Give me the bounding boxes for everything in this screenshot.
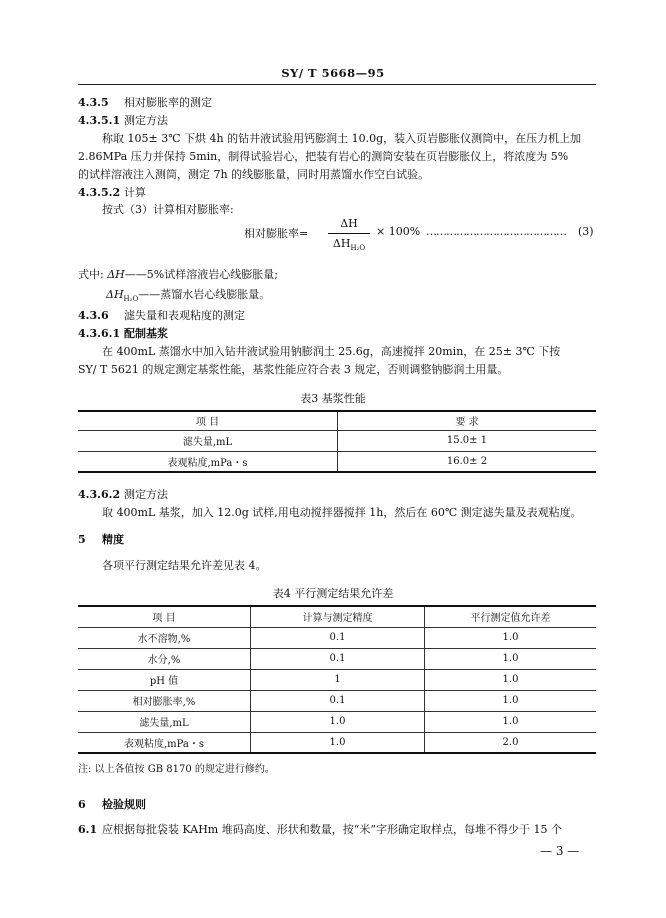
formula-numerator: ΔH [340,217,358,230]
paragraph-line: SY/ T 5621 的规定测定基浆性能，基浆性能应符合表 3 规定，否则调整钠膨润土用量。 [78,363,509,376]
section-title: 配制基浆 [124,327,168,340]
paragraph-line: 称取 105± 3℃ 下烘 4h 的钻井液试验用钙膨润土 10.0g，装入页岩膨胀仪测筒中，在压力机上加 [102,132,582,145]
page-number: — 3 — [540,844,580,858]
section-number: 4.3.6 [78,309,109,322]
table-3-caption: 表3 基浆性能 [300,392,366,405]
table-cell: 1 [251,669,425,690]
section-number: 4.3.5.2 [78,186,121,199]
paragraph-line: 2.86MPa 压力并保持 5min，制得试验岩心，把装有岩心的测筒安装在页岩膨胀仪上，将浓度为 5% [78,150,569,163]
section-number: 4.3.6.1 [78,327,121,340]
table-header-row [78,411,596,430]
table-cell: pH 值 [78,669,251,690]
paragraph-line: 在 400mL 蒸馏水中加入钻井液试验用钠膨润土 25.6g，高速搅拌 20min，在 25± 3℃ 下按 [102,345,561,358]
table-cell: 水不溶物,% [78,627,251,648]
table-header-cell: 平行测定值允许差 [425,606,597,627]
table-row [78,690,596,711]
section-title: 测定方法 [124,488,168,501]
table-row [78,430,596,451]
section-4-3-5-2-heading [78,184,146,200]
section-4-3-6-1-heading [78,325,168,341]
table-row [78,627,596,648]
section-number: 4.3.5 [78,96,109,109]
section-4-3-5-1-heading [78,112,168,128]
table-cell: 滤失量,mL [78,430,338,451]
formula-number: (3) [578,225,594,238]
table-header-cell: 要 求 [338,411,597,430]
table-header-cell: 计算与测定精度 [251,606,425,627]
table-cell: 1.0 [425,627,597,648]
section-number: 4.3.6.2 [78,488,121,501]
section-4-3-5-heading [78,94,212,110]
section-title: 测定方法 [124,114,168,127]
table-row [78,648,596,669]
table-4-caption: 表4 平行测定结果允许差 [272,587,394,600]
section-number: 6.1 [78,823,98,836]
table-cell: 0.1 [251,690,425,711]
table-cell: 1.0 [425,648,597,669]
table-header-cell: 项 目 [78,606,251,627]
table-4 [78,605,596,754]
table-cell: 1.0 [251,732,425,753]
section-6-1 [78,821,562,837]
document-header: SY/ T 5668—95 [281,66,385,80]
section-4-3-6-heading [78,307,245,323]
where-line-2: $\Delta H_{H_2O}——$蒸馏水岩心线膨胀量。 [106,288,271,304]
formula-lhs: 相对膨胀率= [244,227,309,240]
table-cell: 1.0 [425,711,597,732]
paragraph-line: 按式（3）计算相对膨胀率: [102,203,234,216]
fraction-bar [328,233,370,234]
table-cell: 2.0 [425,732,597,753]
table-cell: 相对膨胀率,% [78,690,251,711]
table-cell: 表观粘度,mPa・s [78,451,338,472]
section-title: 计算 [124,186,146,199]
section-number: 6 [78,798,86,811]
section-text: 应根据每批袋装 KAHm 堆码高度、形状和数量，按“米”字形确定取样点，每堆不得少于 15 个 [102,823,562,836]
paragraph-line: 取 400mL 基浆，加入 12.0g 试样,用电动搅拌器搅拌 1h，然后在 60℃ 测定滤失量及表观粘度。 [102,506,582,519]
formula-fraction [328,216,370,251]
table-cell: 1.0 [425,690,597,711]
table-row [78,451,596,472]
table-cell: 1.0 [251,711,425,732]
section-number: 5 [78,533,86,546]
section-title: 检验规则 [102,798,146,811]
paragraph-line: 各项平行测定结果允许差见表 4。 [102,559,267,572]
section-5-heading [78,531,124,547]
table-row [78,711,596,732]
table-cell: 0.1 [251,627,425,648]
formula-times: × 100% [376,225,421,238]
table-3 [78,410,596,473]
table-header-cell: 项 目 [78,411,338,430]
section-4-3-6-2-heading [78,486,168,502]
formula-denominator: $\Delta H_{H_2O}$ [332,237,366,253]
header-rule [78,84,596,85]
section-title: 相对膨胀率的测定 [124,96,212,109]
table-cell: 1.0 [425,669,597,690]
section-title: 精度 [102,533,124,546]
table-row [78,669,596,690]
table-cell: 15.0± 1 [338,430,597,451]
section-6-heading [78,796,146,812]
table-cell: 表观粘度,mPa・s [78,732,251,753]
table-cell: 滤失量,mL [78,711,251,732]
table-cell: 16.0± 2 [338,451,597,472]
formula-leader-dots: …………………………………… [426,225,566,238]
table-note: 注: 以上各值按 GB 8170 的规定进行修约。 [78,764,275,775]
section-number: 4.3.5.1 [78,114,121,127]
paragraph-line: 的试样溶液注入测筒，测定 7h 的线膨胀量，同时用蒸馏水作空白试验。 [78,168,430,181]
where-line-1: 式中: ΔH——5%试样溶液岩心线膨胀量; [78,268,278,281]
table-cell: 水分,% [78,648,251,669]
table-row [78,732,596,753]
section-title: 滤失量和表观粘度的测定 [124,309,245,322]
table-header-row [78,606,596,627]
table-cell: 0.1 [251,648,425,669]
